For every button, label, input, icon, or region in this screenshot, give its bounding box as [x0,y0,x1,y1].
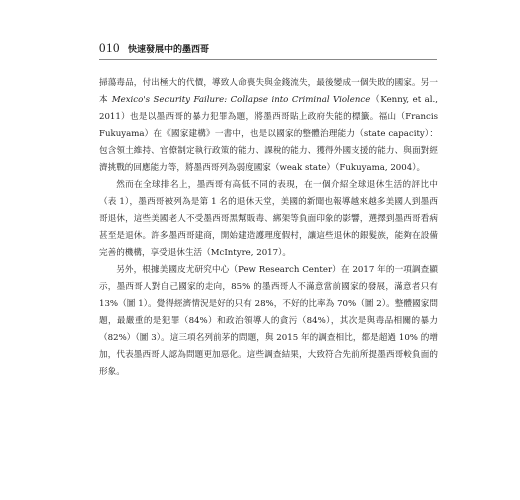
paragraph-p2 [99,177,438,262]
page-header [99,40,209,56]
text-segment: 掃蕩毒品，付出極大的代價，導致人命喪失與金錢流失，最後變成一個失敗的國家。另一本 [99,78,438,105]
page-number: 010 [99,40,120,55]
text-segment: 然而在全球排名上，墨西哥有高低不同的表現，在一個介紹全球退休生活的評比中（表 1），墨西哥被列為是第 1 名的退休天堂，美國的新聞也報導越來越多美國人到墨西哥退休，這些美國老人不受墨西哥黑幫販毒、綁架等負面印象的影響，選擇到墨西哥看病甚至是退休。許多墨西哥建商，開始建造護理度假村，讓這些退休的銀髮族，能夠在設備完善的機構，享受退休生活（McIntyre, 2017）。 [99,180,438,258]
running-title: 快速發展中的墨西哥 [128,44,210,55]
book-title: Mexico's Security Failure: Collapse into Criminal Violence [111,95,371,105]
body-text [99,75,438,381]
text-segment: 另外，根據美國皮尤研究中心（Pew Research Center）在 2017 年的一項調查顯示，墨西哥人對自己國家的走向，85% 的墨西哥人不滿意當前國家的發展，滿意者只有 13%（圖 1）。覺得經濟情況是好的只有 28%，不好的比率為 70%（圖 2）。整體國家問題，最嚴重的是犯罪（84%）和政治領導人的貪污（84%），其次是與毒品相關的暴力（82%）（圖 3）。這三項名列前茅的問題，與 2015 年的調查相比，都是超過 10% 的增加，代表墨西哥人認為問題更加惡化。這些調查結果，大致符合先前所提墨西哥較負面的形象。 [99,265,438,377]
text-segment: （Kenny, et al., 2011）也是以墨西哥的暴力犯罪為題，將墨西哥貼上政府失能的標籤。福山（Francis Fukuyama）在《國家建構》一書中，也是以國家的整體治理能力（state capacity）：包含領土維持、官僚制定執行政策的能力、課稅的能力、獲得外國支援的能力、與面對經濟挑戰的回應能力等，將墨西哥列為弱度國家（weak state）（Fukuyama, 2004）。 [99,95,438,173]
header-divider [99,59,437,60]
paragraph-p3 [99,262,438,381]
paragraph-p1 [99,75,438,177]
